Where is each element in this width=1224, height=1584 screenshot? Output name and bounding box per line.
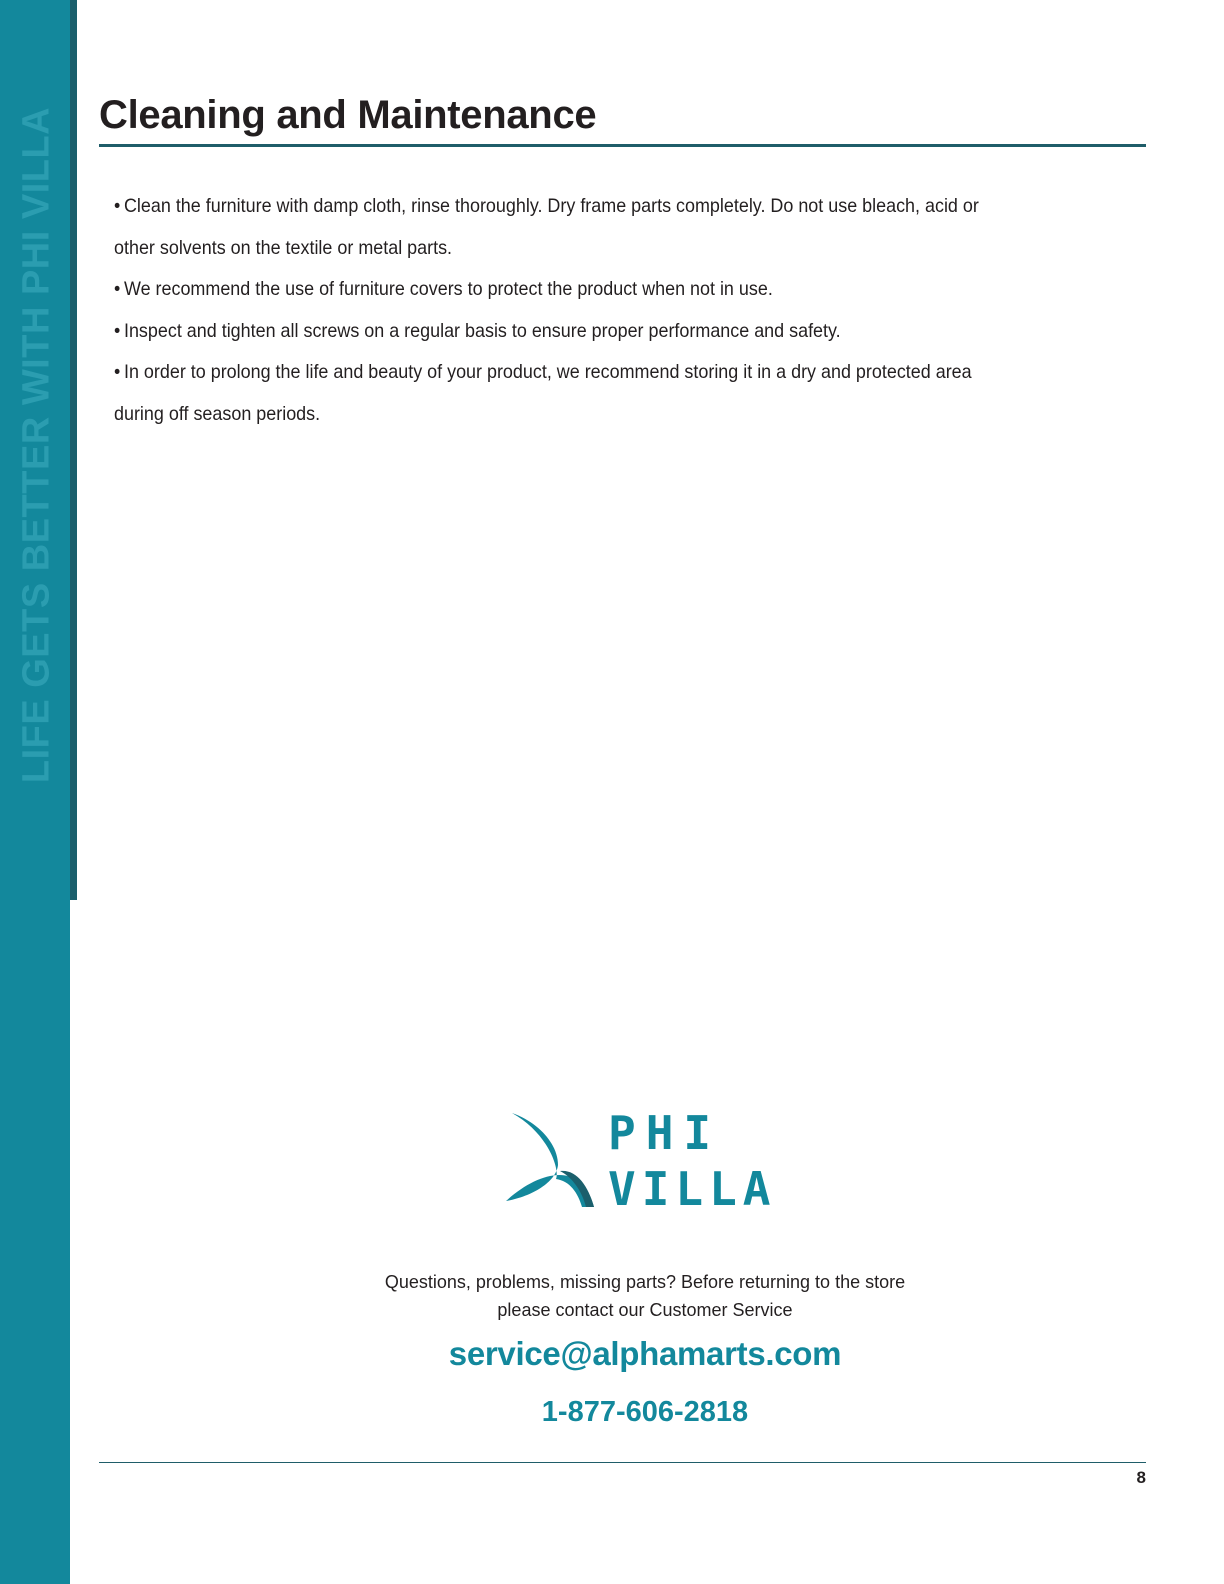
logo-word-villa: VILLA <box>608 1162 777 1215</box>
bullet-dot-icon: • <box>114 361 121 383</box>
contact-question: Questions, problems, missing parts? Before returning to the store <box>384 1272 906 1292</box>
list-item <box>114 352 1052 435</box>
sidebar-tagline: LIFE GETS BETTER WITH PHI VILLA <box>15 106 58 784</box>
list-item-text-continued: during off season periods. <box>114 402 321 425</box>
list-item <box>114 186 1052 269</box>
bullet-dot-icon: • <box>114 319 121 342</box>
maintenance-list <box>114 186 1052 435</box>
page-number: 8 <box>1136 1468 1146 1487</box>
list-item-text: Clean the furniture with damp cloth, rinse thoroughly. Dry frame parts completely. Do not use bleach, acid or <box>123 195 979 217</box>
list-item <box>114 311 1052 353</box>
footer-divider <box>99 1462 1146 1463</box>
page-title: Cleaning and Maintenance <box>99 93 597 137</box>
list-item-text-continued: other solvents on the textile or metal parts. <box>114 236 453 259</box>
list-item-text: Inspect and tighten all screws on a regular basis to ensure proper performance and safety. <box>123 319 841 342</box>
bullet-dot-icon: • <box>114 195 121 217</box>
logo-word-phi: PHI <box>608 1106 722 1160</box>
side-band-shadow <box>70 0 77 900</box>
list-item <box>114 269 1052 311</box>
bullet-dot-icon: • <box>114 278 121 300</box>
service-phone[interactable]: 1-877-606-2818 <box>541 1396 749 1428</box>
list-item-text: In order to prolong the life and beauty of your product, we recommend storing it in a dry and protected area <box>123 361 972 383</box>
service-email-link[interactable]: service@alphamarts.com <box>448 1335 842 1372</box>
list-item-text: We recommend the use of furniture covers to protect the product when not in use. <box>123 278 773 300</box>
title-divider <box>99 144 1146 147</box>
contact-instruction: please contact our Customer Service <box>497 1300 793 1320</box>
phi-villa-logo <box>500 1105 800 1215</box>
